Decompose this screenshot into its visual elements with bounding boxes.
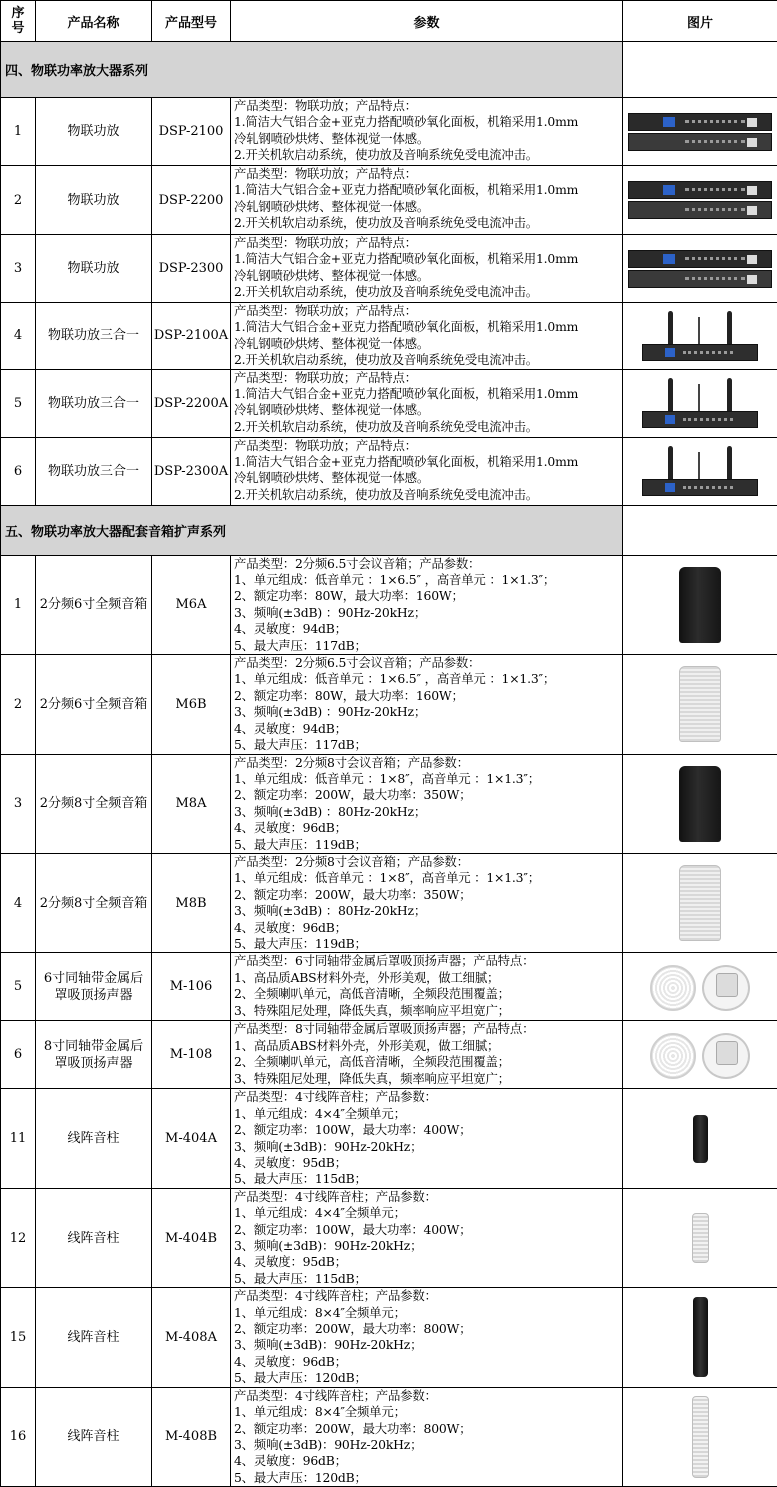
product-model: M6A bbox=[152, 555, 231, 654]
product-params: 产品类型：4寸线阵音柱；产品参数： 1、单元组成：4×4″全频单元； 2、额定功率：100W，最大功率：400W； 3、频响(±3dB)：90Hz-20kHz； 4、灵敏度：95dB； 5、最大声压：115dB； bbox=[231, 1089, 623, 1188]
row-seq: 6 bbox=[1, 1021, 36, 1089]
table-row bbox=[1, 98, 777, 166]
product-model: M6B bbox=[152, 655, 231, 754]
table-row bbox=[1, 953, 777, 1021]
product-image-cell bbox=[623, 655, 777, 754]
product-name: 2分频8寸全频音箱 bbox=[36, 754, 152, 853]
product-image-cell bbox=[623, 369, 777, 437]
row-seq: 3 bbox=[1, 235, 36, 303]
table-row bbox=[1, 754, 777, 853]
product-model: M-404A bbox=[152, 1089, 231, 1188]
section-title: 五、物联功率放大器配套音箱扩声系列 bbox=[1, 505, 623, 555]
row-seq: 5 bbox=[1, 369, 36, 437]
product-params: 产品类型：4寸线阵音柱；产品参数： 1、单元组成：4×4″全频单元； 2、额定功率：100W，最大功率：400W； 3、频响(±3dB)：90Hz-20kHz； 4、灵敏度：95dB； 5、最大声压：115dB； bbox=[231, 1188, 623, 1287]
table-row bbox=[1, 555, 777, 654]
header-name: 产品名称 bbox=[36, 1, 152, 42]
product-params: 产品类型：2分频8寸会议音箱；产品参数： 1、单元组成：低音单元 ：1×8″，高音单元 ：1×1.3″； 2、额定功率：200W，最大功率：350W； 3、频响(±3dB) ：80Hz-20kHz； 4、灵敏度：96dB； 5、最大声压：119dB； bbox=[231, 754, 623, 853]
product-model: M-106 bbox=[152, 953, 231, 1021]
product-model: M-404B bbox=[152, 1188, 231, 1287]
product-params: 产品类型：物联功放；产品特点： 1.简洁大气铝合金+亚克力搭配喷砂氧化面板，机箱采用1.0mm 冷轧钢喷砂烘烤、整体视觉一体感。 2.开关机软启动系统，使功放及音响系统免受电流冲击。 bbox=[231, 437, 623, 505]
section-row bbox=[1, 505, 777, 555]
product-params: 产品类型：2分频8寸会议音箱；产品参数： 1、单元组成：低音单元 ：1×8″，高音单元 ：1×1.3″； 2、额定功率：200W，最大功率：350W； 3、频响(±3dB) ：80Hz-20kHz； 4、灵敏度：96dB； 5、最大声压：119dB； bbox=[231, 853, 623, 952]
product-image-cell bbox=[623, 1021, 777, 1089]
product-name: 2分频8寸全频音箱 bbox=[36, 853, 152, 952]
product-image-cell bbox=[623, 853, 777, 952]
product-image-cell bbox=[623, 1188, 777, 1287]
table-row bbox=[1, 369, 777, 437]
product-model: M8B bbox=[152, 853, 231, 952]
product-name: 物联功放 bbox=[36, 98, 152, 166]
product-image-cell bbox=[623, 166, 777, 235]
amplifier-with-mics-image bbox=[642, 374, 758, 432]
rack-amplifier-image bbox=[628, 177, 772, 223]
product-model: DSP-2100 bbox=[152, 98, 231, 166]
product-name: 物联功放三合一 bbox=[36, 369, 152, 437]
rack-amplifier-image bbox=[628, 246, 772, 292]
product-name: 6寸同轴带金属后罩吸顶扬声器 bbox=[36, 953, 152, 1021]
product-model: M8A bbox=[152, 754, 231, 853]
table-row bbox=[1, 1288, 777, 1387]
row-seq: 2 bbox=[1, 655, 36, 754]
product-model: DSP-2200A bbox=[152, 369, 231, 437]
product-image-cell bbox=[623, 555, 777, 654]
product-name: 线阵音柱 bbox=[36, 1188, 152, 1287]
ceiling-speaker-image bbox=[648, 961, 752, 1013]
section-empty-cell bbox=[623, 42, 777, 98]
product-name: 线阵音柱 bbox=[36, 1387, 152, 1486]
product-model: M-408B bbox=[152, 1387, 231, 1486]
product-model: DSP-2300 bbox=[152, 235, 231, 303]
table-row bbox=[1, 1387, 777, 1486]
table-row bbox=[1, 1089, 777, 1188]
product-image-cell bbox=[623, 303, 777, 370]
product-image-cell bbox=[623, 437, 777, 505]
product-params: 产品类型：物联功放；产品特点： 1.简洁大气铝合金+亚克力搭配喷砂氧化面板，机箱采用1.0mm 冷轧钢喷砂烘烤、整体视觉一体感。 2.开关机软启动系统，使功放及音响系统免受电流冲击。 bbox=[231, 98, 623, 166]
table-row bbox=[1, 655, 777, 754]
row-seq: 3 bbox=[1, 754, 36, 853]
product-name: 线阵音柱 bbox=[36, 1089, 152, 1188]
row-seq: 12 bbox=[1, 1188, 36, 1287]
section-row bbox=[1, 42, 777, 98]
product-image-cell bbox=[623, 1089, 777, 1188]
product-image-cell bbox=[623, 98, 777, 166]
product-params: 产品类型：4寸线阵音柱；产品参数： 1、单元组成：8×4″全频单元； 2、额定功率：200W，最大功率：800W； 3、频响(±3dB)：90Hz-20kHz； 4、灵敏度：96dB； 5、最大声压：120dB； bbox=[231, 1387, 623, 1486]
table-row bbox=[1, 166, 777, 235]
product-name: 2分频6寸全频音箱 bbox=[36, 655, 152, 754]
row-seq: 2 bbox=[1, 166, 36, 235]
header-model: 产品型号 bbox=[152, 1, 231, 42]
product-model: M-408A bbox=[152, 1288, 231, 1387]
black-column-speaker-image bbox=[693, 1115, 708, 1163]
product-model: DSP-2200 bbox=[152, 166, 231, 235]
product-name: 线阵音柱 bbox=[36, 1288, 152, 1387]
table-row bbox=[1, 1021, 777, 1089]
header-seq: 序 号 bbox=[1, 1, 36, 42]
product-params: 产品类型：6寸同轴带金属后罩吸顶扬声器；产品特点： 1、高品质ABS材料外壳，外形美观，做工细腻； 2、全频喇叭单元，高低音清晰，全频段范围覆盖； 3、特殊阻尼处理，降低失真，频率响应平坦宽广； bbox=[231, 953, 623, 1021]
black-tall-column-speaker-image bbox=[693, 1297, 708, 1377]
black-box-speaker-image bbox=[679, 567, 721, 643]
table-row bbox=[1, 235, 777, 303]
product-params: 产品类型：8寸同轴带金属后罩吸顶扬声器；产品特点： 1、高品质ABS材料外壳，外形美观，做工细腻； 2、全频喇叭单元，高低音清晰，全频段范围覆盖； 3、特殊阻尼处理，降低失真，频率响应平坦宽广； bbox=[231, 1021, 623, 1089]
product-params: 产品类型：2分频6.5寸会议音箱；产品参数： 1、单元组成：低音单元 ：1×6.5″ ，高音单元 ：1×1.3″； 2、额定功率：80W，最大功率：160W； 3、频响(±3dB) ：90Hz-20kHz； 4、灵敏度：94dB； 5、最大声压：117dB； bbox=[231, 655, 623, 754]
table-row bbox=[1, 437, 777, 505]
amplifier-with-mics-image bbox=[642, 442, 758, 500]
row-seq: 5 bbox=[1, 953, 36, 1021]
product-params: 产品类型：物联功放；产品特点： 1.简洁大气铝合金+亚克力搭配喷砂氧化面板，机箱采用1.0mm 冷轧钢喷砂烘烤、整体视觉一体感。 2.开关机软启动系统，使功放及音响系统免受电流冲击。 bbox=[231, 303, 623, 370]
product-name: 物联功放 bbox=[36, 166, 152, 235]
header-params: 参数 bbox=[231, 1, 623, 42]
row-seq: 16 bbox=[1, 1387, 36, 1486]
table-row bbox=[1, 853, 777, 952]
product-params: 产品类型：物联功放；产品特点： 1.简洁大气铝合金+亚克力搭配喷砂氧化面板，机箱采用1.0mm 冷轧钢喷砂烘烤、整体视觉一体感。 2.开关机软启动系统，使功放及音响系统免受电流冲击。 bbox=[231, 369, 623, 437]
row-seq: 6 bbox=[1, 437, 36, 505]
white-box-speaker-image bbox=[679, 865, 721, 941]
row-seq: 4 bbox=[1, 303, 36, 370]
black-box-speaker-image bbox=[679, 766, 721, 842]
white-tall-column-speaker-image bbox=[692, 1396, 709, 1478]
product-params: 产品类型：4寸线阵音柱；产品参数： 1、单元组成：8×4″全频单元； 2、额定功率：200W，最大功率：800W； 3、频响(±3dB)：90Hz-20kHz； 4、灵敏度：96dB； 5、最大声压：120dB； bbox=[231, 1288, 623, 1387]
section-title: 四、物联功率放大器系列 bbox=[1, 42, 623, 98]
product-model: DSP-2300A bbox=[152, 437, 231, 505]
product-name: 8寸同轴带金属后罩吸顶扬声器 bbox=[36, 1021, 152, 1089]
product-image-cell bbox=[623, 953, 777, 1021]
header-image: 图片 bbox=[623, 1, 777, 42]
product-image-cell bbox=[623, 754, 777, 853]
product-name: 物联功放三合一 bbox=[36, 303, 152, 370]
white-box-speaker-image bbox=[679, 666, 721, 742]
product-name: 2分频6寸全频音箱 bbox=[36, 555, 152, 654]
product-model: DSP-2100A bbox=[152, 303, 231, 370]
row-seq: 1 bbox=[1, 555, 36, 654]
product-params: 产品类型：物联功放；产品特点： 1.简洁大气铝合金+亚克力搭配喷砂氧化面板，机箱采用1.0mm 冷轧钢喷砂烘烤、整体视觉一体感。 2.开关机软启动系统，使功放及音响系统免受电流冲击。 bbox=[231, 166, 623, 235]
row-seq: 11 bbox=[1, 1089, 36, 1188]
product-params: 产品类型：物联功放；产品特点： 1.简洁大气铝合金+亚克力搭配喷砂氧化面板，机箱采用1.0mm 冷轧钢喷砂烘烤、整体视觉一体感。 2.开关机软启动系统，使功放及音响系统免受电流冲击。 bbox=[231, 235, 623, 303]
white-column-speaker-image bbox=[692, 1213, 709, 1263]
product-name: 物联功放三合一 bbox=[36, 437, 152, 505]
amplifier-with-mics-image bbox=[642, 307, 758, 365]
table-row bbox=[1, 1188, 777, 1287]
row-seq: 4 bbox=[1, 853, 36, 952]
product-image-cell bbox=[623, 1288, 777, 1387]
rack-amplifier-image bbox=[628, 109, 772, 155]
section-empty-cell bbox=[623, 505, 777, 555]
product-params: 产品类型：2分频6.5寸会议音箱；产品参数： 1、单元组成：低音单元 ：1×6.5″ ，高音单元 ：1×1.3″； 2、额定功率：80W，最大功率：160W； 3、频响(±3dB) ：90Hz-20kHz； 4、灵敏度：94dB； 5、最大声压：117dB； bbox=[231, 555, 623, 654]
product-image-cell bbox=[623, 1387, 777, 1486]
product-model: M-108 bbox=[152, 1021, 231, 1089]
row-seq: 1 bbox=[1, 98, 36, 166]
product-name: 物联功放 bbox=[36, 235, 152, 303]
header-row bbox=[1, 1, 777, 42]
product-image-cell bbox=[623, 235, 777, 303]
table-row bbox=[1, 303, 777, 370]
ceiling-speaker-image bbox=[648, 1029, 752, 1081]
row-seq: 15 bbox=[1, 1288, 36, 1387]
